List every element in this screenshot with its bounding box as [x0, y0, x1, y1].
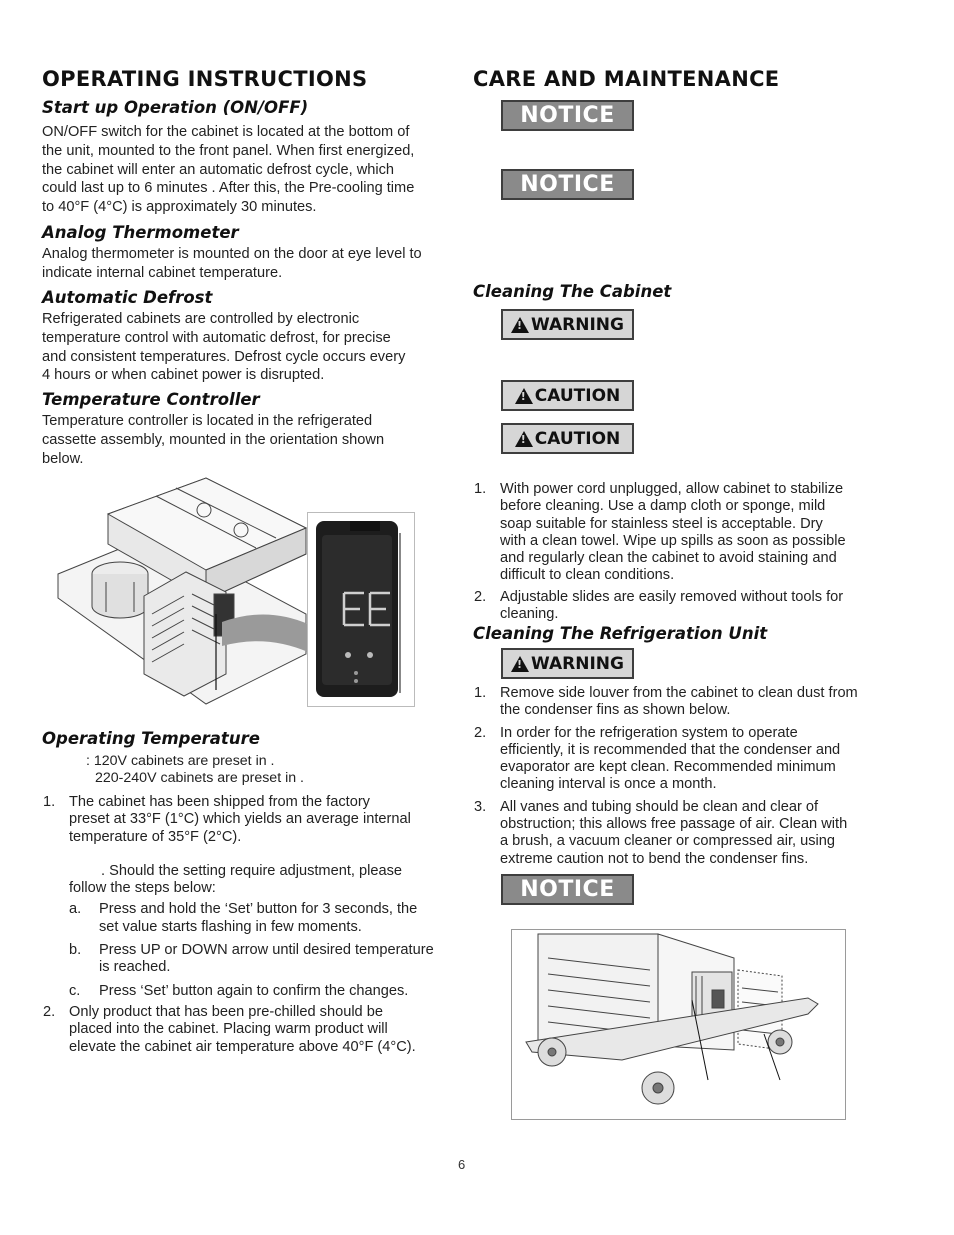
warning-triangle-icon	[511, 317, 529, 333]
text-line: Press ‘Set’ button again to confirm the changes.	[99, 982, 409, 999]
caution-label: CAUTION	[534, 428, 621, 449]
defrost-heading: Automatic Defrost	[42, 288, 213, 307]
sub-list-letter: c.	[69, 982, 81, 999]
controller-heading: Temperature Controller	[42, 390, 260, 409]
list-item	[43, 794, 463, 1000]
text-line: the cabinet will enter an automatic defrost cycle, which	[42, 161, 395, 178]
text-line: Press UP or DOWN arrow until desired temperature	[99, 942, 434, 959]
text-line: soap suitable for stainless steel is acceptable. Dry	[500, 515, 823, 532]
list-number: 2.	[474, 588, 487, 605]
list-number: 2.	[43, 1003, 56, 1020]
warning-triangle-icon	[511, 656, 529, 672]
text-line: the unit, mounted to the front panel. When first energized,	[42, 142, 415, 159]
text-line: before cleaning. Use a damp cloth or sponge, mild	[500, 498, 826, 515]
text-line: temperature control with automatic defrost, for precise	[42, 329, 391, 346]
preset-line-1: : 120V cabinets are preset in .	[86, 753, 275, 769]
text-line: The cabinet has been shipped from the factory	[69, 794, 370, 810]
startup-text	[42, 123, 462, 217]
text-line: Press and hold the ‘Set’ button for 3 seconds, the	[99, 901, 418, 918]
text-line: below.	[42, 450, 84, 467]
text-line: is reached.	[99, 959, 171, 976]
list-item	[474, 799, 894, 868]
text-line: Refrigerated cabinets are controlled by electronic	[42, 311, 360, 327]
text-line: with a clean towel. Wipe up spills as soon as possible	[500, 532, 846, 549]
operating-instructions-title: OPERATING INSTRUCTIONS	[42, 67, 368, 91]
cleaning-cabinet-heading: Cleaning The Cabinet	[473, 282, 672, 301]
text-line: cassette assembly, mounted in the orientation shown	[42, 431, 385, 448]
text-line: difficult to clean conditions.	[500, 567, 675, 584]
list-number: 1.	[474, 481, 487, 497]
cart-louver-image	[512, 930, 845, 1119]
text-line: cleaning interval is once a month.	[500, 776, 717, 793]
warning-badge	[501, 309, 634, 340]
caution-label: CAUTION	[534, 385, 621, 406]
defrost-text	[42, 310, 462, 385]
list-number: 1.	[43, 794, 56, 810]
page-number: 6	[458, 1157, 466, 1172]
controller-text	[42, 412, 462, 468]
list-number: 2.	[474, 724, 487, 741]
text-line: Analog thermometer is mounted on the door at eye level to	[42, 246, 422, 262]
cleaning-refrig-list	[474, 685, 894, 868]
text-line: indicate internal cabinet temperature.	[42, 264, 283, 281]
text-line: elevate the cabinet air temperature above 40°F (4°C).	[69, 1038, 416, 1055]
controller-closeup	[307, 512, 415, 707]
preset-line-2: 220-240V cabinets are preset in .	[95, 770, 305, 786]
text-line: obstruction; this allows free passage of air. Clean with	[500, 816, 848, 833]
list-number: 3.	[474, 798, 487, 815]
caution-badge	[501, 380, 634, 411]
text-line: Adjustable slides are easily removed without tools for	[500, 588, 844, 605]
sub-list-item	[69, 942, 463, 977]
caution-badge	[501, 423, 634, 454]
warning-label: WARNING	[531, 314, 624, 335]
text-line: evaporator are kept clean. Recommended minimum	[500, 759, 836, 776]
thermometer-text	[42, 245, 462, 283]
thermometer-heading: Analog Thermometer	[42, 223, 239, 242]
notice-badge: NOTICE	[501, 169, 634, 200]
text-line: the condenser fins as shown below.	[500, 702, 731, 719]
sub-list-item	[69, 983, 463, 1000]
care-maintenance-title: CARE AND MAINTENANCE	[473, 67, 780, 91]
list-item	[474, 685, 894, 720]
cleaning-cabinet-list	[474, 481, 894, 623]
sub-list-item	[69, 901, 463, 936]
controller-display-image	[308, 513, 414, 706]
louver-removal-illustration	[511, 929, 846, 1120]
text-line: All vanes and tubing should be clean and clear of	[500, 798, 819, 815]
startup-heading: Start up Operation (ON/OFF)	[42, 98, 309, 117]
text-line: Remove side louver from the cabinet to clean dust from	[500, 685, 858, 701]
text-line: and regularly clean the cabinet to avoid staining and	[500, 550, 837, 567]
sub-list-letter: a.	[69, 901, 82, 918]
operating-temperature-heading: Operating Temperature	[42, 729, 260, 748]
text-line: preset at 33°F (1°C) which yields an average internal	[69, 811, 411, 828]
text-line: Only product that has been pre-chilled should be	[69, 1003, 383, 1020]
list-item	[474, 589, 894, 624]
text-line: ON/OFF switch for the cabinet is located at the bottom of	[42, 124, 410, 140]
list-item	[474, 481, 894, 585]
notice-badge: NOTICE	[501, 874, 634, 905]
cleaning-refrig-heading: Cleaning The Refrigeration Unit	[473, 624, 768, 643]
text-line: temperature of 35°F (2°C).	[69, 828, 242, 845]
list-number: 1.	[474, 685, 487, 701]
text-line: could last up to 6 minutes . After this, the Pre-cooling time	[42, 180, 415, 197]
text-line: follow the steps below:	[69, 880, 216, 897]
sub-list-letter: b.	[69, 942, 82, 959]
list-item	[43, 1004, 463, 1056]
text-line: a brush, a vacuum cleaner or compressed air, using	[500, 833, 836, 850]
warning-label: WARNING	[531, 653, 624, 674]
text-line: and consistent temperatures. Defrost cycle occurs every	[42, 348, 406, 365]
warning-triangle-icon	[515, 388, 533, 404]
text-line: placed into the cabinet. Placing warm product will	[69, 1021, 388, 1038]
warning-triangle-icon	[515, 431, 533, 447]
notice-badge: NOTICE	[501, 100, 634, 131]
text-line: efficiently, it is recommended that the condenser and	[500, 741, 841, 758]
text-line: . Should the setting require adjustment, please	[101, 862, 402, 879]
warning-badge	[501, 648, 634, 679]
text-line: With power cord unplugged, allow cabinet to stabilize	[500, 481, 844, 497]
text-line: set value starts flashing in few moments.	[99, 918, 362, 935]
text-line: In order for the refrigeration system to operate	[500, 724, 798, 741]
operating-temperature-list	[43, 794, 463, 1056]
text-line: cleaning.	[500, 606, 559, 623]
text-line: extreme caution not to bend the condenser fins.	[500, 850, 809, 867]
text-line: Temperature controller is located in the refrigerated	[42, 413, 373, 429]
text-line: to 40°F (4°C) is approximately 30 minutes.	[42, 199, 317, 216]
list-item	[474, 725, 894, 794]
text-line: 4 hours or when cabinet power is disrupted.	[42, 367, 325, 384]
